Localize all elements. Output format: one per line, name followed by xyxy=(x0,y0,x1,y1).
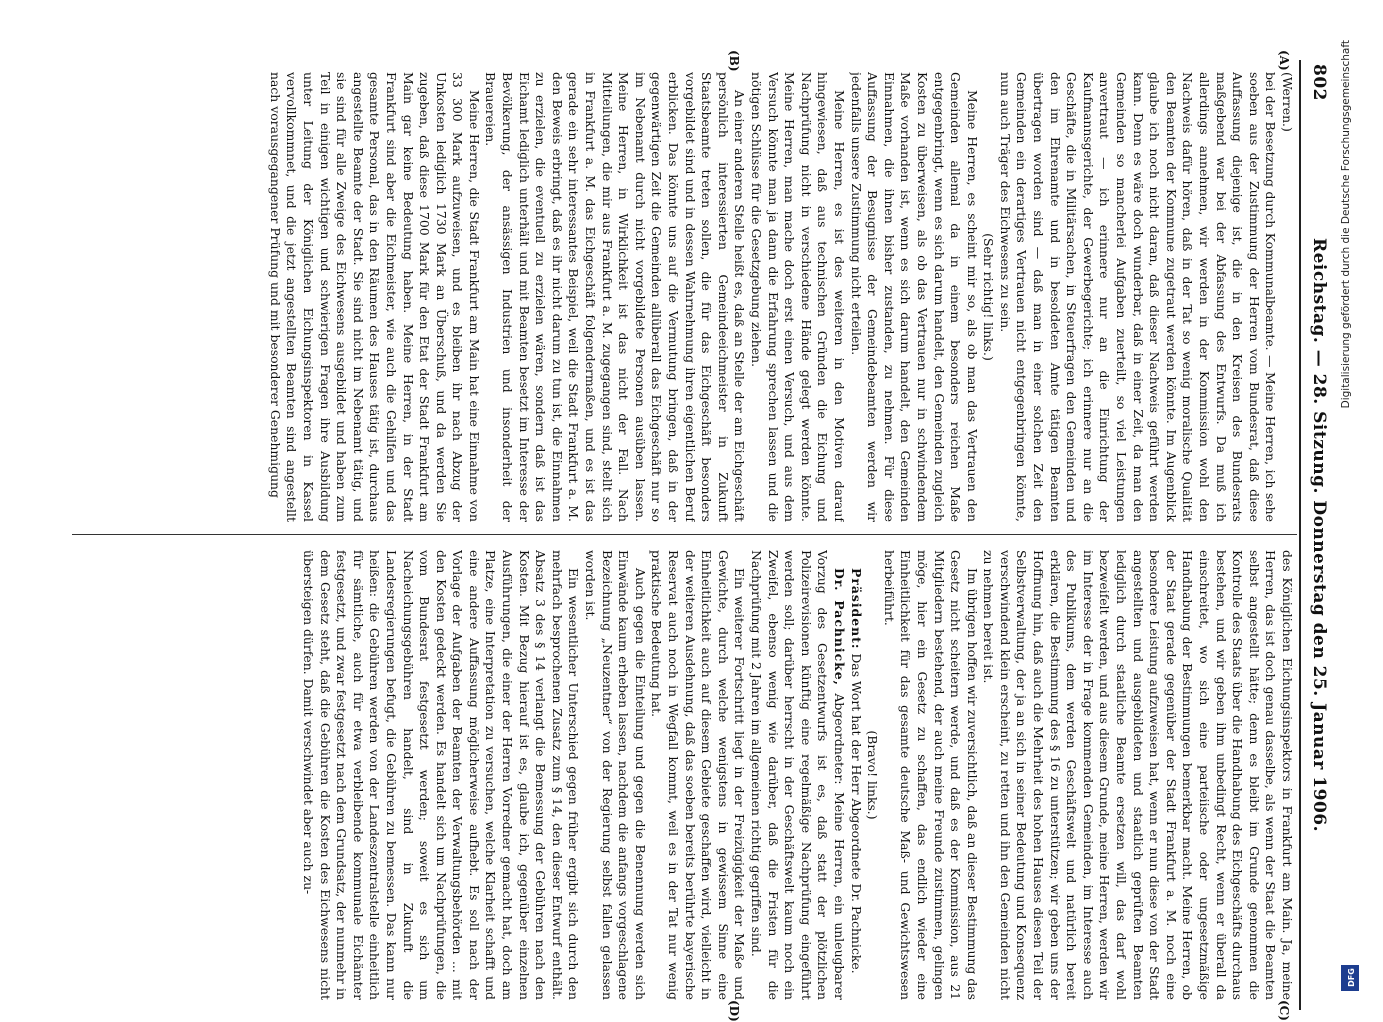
column-divider xyxy=(72,534,1297,535)
president-remark xyxy=(847,550,864,1000)
interjection: (Sehr richtig! links.) xyxy=(981,233,997,361)
left-column xyxy=(70,72,1295,522)
paragraph: Meine Herren, es scheint mir so, als ob man das Vertrauen den Gemeinden allemal da in einem besonders reichen Maße entgegenbringt, wenn es sich darum handelt, den Gemeinden zugleich Kosten zu überweisen, als ob das Vertrauen nur in schwindendem Maße vorhanden ist, wenn es sich darum handelt, den Gemeinden Einnahmen, die ihnen bisher zustanden, zu nehmen. Für diese Auffassung der Besugnisse der Gemeindebeamten werden wir jedenfalls unsere Zustimmung nicht erteilen. xyxy=(848,72,980,522)
margin-marker-c: (C) xyxy=(1277,1000,1291,1021)
dfg-logo xyxy=(1341,965,1359,991)
speech-start xyxy=(747,550,847,1000)
margin-marker-b: (B) xyxy=(727,50,741,72)
paragraph: bei der Besetzung durch Kommunalbeamte. — Meine Herren, ich sehe soeben aus der Zustimmung der Herren vom Bundesrat, daß diese Auffassung diejenige ist, die in den Kreisen des Bundesrats maßgebend war bei der Abfassung des Entwurfs. Da muß ich allerdings annehmen, wir werden in der Kommission wohl den Nachweis dafür hören, daß in der Tat so wenig moralische Qualität den Beamten der Kommune zugetraut werden könnte. Im Augenblick glaube ich noch nicht daran, daß dieser Nachweis geführt werden kann. Denn es wäre doch wunderbar, daß in einer Zeit, da man den Gemeinden so mancherlei Aufgaben zuerteilt, so viel Leistungen anvertraut — ich erinnere nur an die Einrichtung der Kaufmannsgerichte, der Gewerbegerichte; ich erinnere nur an die Geschäfte, die in Militärsachen, in Steuerfragen den Gemeinden und den im Ehrenamte und in besoldeten Amte tätigen Beamten übertragen worden sind — daß man in einer solchen Zeit den Gemeinden ein derartiges Vertrauen nicht entgegenbringen könnte, nun auch Träger des Eichwesens zu sein. xyxy=(997,72,1279,522)
logo-text: DFG xyxy=(1346,968,1356,987)
rotated-page-scan xyxy=(65,50,1335,1022)
page-number: 802 xyxy=(1309,64,1329,101)
margin-marker-d: (D) xyxy=(727,1000,741,1022)
speaker-name: Dr. Pachnicke, xyxy=(831,568,847,686)
speaker-name: Präsident: xyxy=(848,568,864,650)
right-column xyxy=(70,550,1295,1000)
paragraph: An einer anderen Stelle heißt es, daß an Stelle der am Eichgeschäft persönlich interessierten Gemeindeeichmeister in Zukunft Staatsbeamte treten sollen, die für das Eichgeschäft besonders vorgebildet sind und in dessen Wahrnehmung ihren eigentlichen Beruf erblicken. Das könnte uns auf die Vermutung bringen, daß in der gegenwärtigen Zeit die Gemeinden allüberall das Eichgeschäft nur so im Nebenamt durch nicht vorgebildete Personen ausüben lassen. Meine Herren, in Wirklichkeit ist das nicht der Fall. Nach Mitteilungen, die mir aus Frankfurt a. M. zugegangen sind, stellt sich in Frankfurt a. M. das Eichgeschäft folgendermaßen, und es ist das gerade ein sehr interessantes Beispiel, weil die Stadt Frankfurt a. M. den Beweis erbringt, daß es ihr nicht darum zu tun ist, die Einnahmen zu erzielen, die eventuell zu erzielen wären, sondern daß ist das Eichamt lediglich unterhält und mit Beamten besetzt im Interesse der Bevölkerung, der ansässigen Industrien und insonderheit der Brauereien. xyxy=(483,72,748,522)
digitization-credit xyxy=(1340,40,1360,960)
paragraph: Im übrigen hoffen wir zuversichtlich, daß an dieser Bestimmung das Gesetz nicht scheitern werde, und daß es der Kommission, aus 21 Mitgliedern bestehend, der auch meine Freunde zustimmen, gelingen möge, hier ein Gesetz zu schaffen, das endlich wieder eine Einheitlichkeit für das gesamte deutsche Maß- und Gewichtswesen herbeiführt. xyxy=(881,550,980,1000)
running-title: Reichstag. — 28. Sitzung. Donnerstag den 25. Januar 1906. xyxy=(1309,237,1329,833)
paragraph: Ein wesentlicher Unterschied gegen früher ergibt sich durch den mehrfach besprochenen Zusatz zum § 14, den dieser Entwurf enthält. Absatz 3 des § 14 verlangt die Bemessung der Gebühren nach den Kosten. Mit Bezug hierauf ist es, glaube ich, gegenüber einzelnen Ausführungen, die einer der Herren Vorredner gemacht hat, doch am Platze, eine Interpretation zu versuchen, welche Klarheit schafft und eine andere Auffassung möglicherweise aufhebt. Es soll nach der Vorlage der Aufgaben der Beamten der Verwaltungsbehörden ... mit den Kosten gedeckt werden. Es handelt sich um Nachprüfungen, die vom Bundesrat festgesetzt werden; soweit es sich um Nacheichungsgebühren handelt, sind in Zukunft die Landesregierungen befugt, die Gebühren zu bemessen. Das kann nur heißen: die Gebühren werden von der Landeszentralstelle einheitlich für sämtliche, auch für etwa verbleibende kommunale Eichämter festgesetzt, und zwar festgesetzt nach dem Grundsatz, der nunmehr in dem Gesetz steht, daß die Gebühren die Kosten des Eichwesens nicht übersteigen dürfen. Damit verschwindet aber auch zu- xyxy=(300,550,582,1000)
page-header xyxy=(1299,60,1335,1010)
credit-text: Digitalisierung gefördert durch die Deutsche Forschungsgemeinschaft xyxy=(1340,40,1352,409)
paragraph: Meine Herren, es ist des weiteren in den Motiven darauf hingewiesen, daß aus technischen Gründen die Eichung und Nachprüfung nicht in verschiedene Hände gelegt werden könnte. Meine Herren, man mache doch erst einen Versuch, und aus dem Versuch könnte man ja dann die Erfahrung sprechen lassen und die nötigen Schlüsse für die Gesetzgebung ziehen. xyxy=(749,72,847,522)
speech-text: Abgeordneter: Meine Herren, ein unleugbarer Vorzug des Gesetzentwurfs ist es, daß statt der plötzlichen Polizeirevisionen künftig eine regelmäßige Nachprüfung eingeführt werden soll; darüber herrscht in der Geschäftswelt kaum noch ein Zweifel, ebenso wenig wie darüber, daß die Fristen für die Nachprüfung mit 2 Jahren im allgemeinen richtig gegriffen sind. xyxy=(749,550,847,1000)
remark-text: Das Wort hat der Herr Abgeordnete Dr. Pachnicke. xyxy=(848,653,864,974)
margin-marker-a: (A) xyxy=(1277,50,1291,71)
paragraph: Ein weiterer Fortschritt liegt in der Freizügigkeit der Maße und Gewichte, durch welche wenigstens in gewissem Sinne eine Einheitlichkeit auch auf diesem Gebiete geschaffen wird, vielleicht in der weiteren Ausdehnung, daß das soeben bereits berührte bayerische Reservat auch noch in Wegfall kommt, weil es in der Tat nur wenig praktische Bedeutung hat. xyxy=(649,550,748,1000)
paragraph: Auch gegen die Einteilung und gegen die Benennung werden sich Einwände kaum erheben lassen, nachdem die anfangs vorgeschlagene Bezeichnung „Neuzentner“ von der Regierung selbst fallen gelassen worden ist. xyxy=(583,550,648,1000)
interjection: (Bravo! links.) xyxy=(865,730,881,820)
paragraph: Meine Herren, die Stadt Frankfurt am Main hat eine Einnahme von 33 300 Mark aufzuweisen, und es bleiben ihr nach Abzug der Unkosten lediglich 1730 Mark an Überschuß, und da werden Sie zugeben, daß diese 1700 Mark für den Etat der Stadt Frankfurt am Main gar keine Bedeutung haben. Meine Herren, in der Stadt Frankfurt sind aber die Eichmeister, wie auch die Gehilfen und das gesamte Personal, das in den Räumen des Hauses tätig ist, durchaus angestellte Beamte der Stadt. Sie sind nicht im Nebenamt tätig, und sie sind für alle Zweige des Eichwesens ausgebildet und haben zum Teil in einigen wichtigen und schwierigen Fragen ihre Ausbildung unter Leitung der Königlichen Eichungsinspektoren in Kassel vervollkommnet, und die jetzt angestellten Beamten sind angestellt nach vorausgegangener Prüfung und mit besonderer Genehmigung xyxy=(267,72,482,522)
paragraph: des Königlichen Eichungsinspektors in Frankfurt am Main. Ja, meine Herren, das ist doch genau dasselbe, als wenn der Staat die Beamten selbst angestellt hätte; denn es bleibt im Grunde genommen die Kontrolle des Staats über die Handhabung des Eichgeschäfts durchaus bestehen, und wir geben ihm unbedingt Recht, wenn er überall da einschreitet, wo sich eine parteiische oder ungesetzmäßige Handhabung der Bestimmungen bemerkbar macht. Meine Herren, ob der Staat gerade gegenüber der Stadt Frankfurt a. M. noch eine besondere Leistung aufzuweisen hat, wenn er nun diese von der Stadt angestellten und ausgebildeten und staatlich geprüften Beamten lediglich durch staatliche Beamte ersetzen will, das darf wohl bezweifelt werden, und aus diesem Grunde, meine Herren, werden wir im Interesse der in Frage kommenden Gemeinden, im Interesse auch des Publikums, dem werden Geschäftswelt und natürlich bereit erklären, die Bestimmung des § 16 zu unterstützen; wir geben uns der Hoffnung hin, daß auch die Mehrheit des hohen Hauses diesen Teil der Selbstverwaltung, der ja an sich in seiner Bedeutung und Konsequenz verschwindend klein erscheint, zu retten und ihn den Gemeinden nicht zu nehmen bereit ist. xyxy=(981,550,1295,1000)
speaker-continued: (Werren.) xyxy=(1280,72,1295,132)
